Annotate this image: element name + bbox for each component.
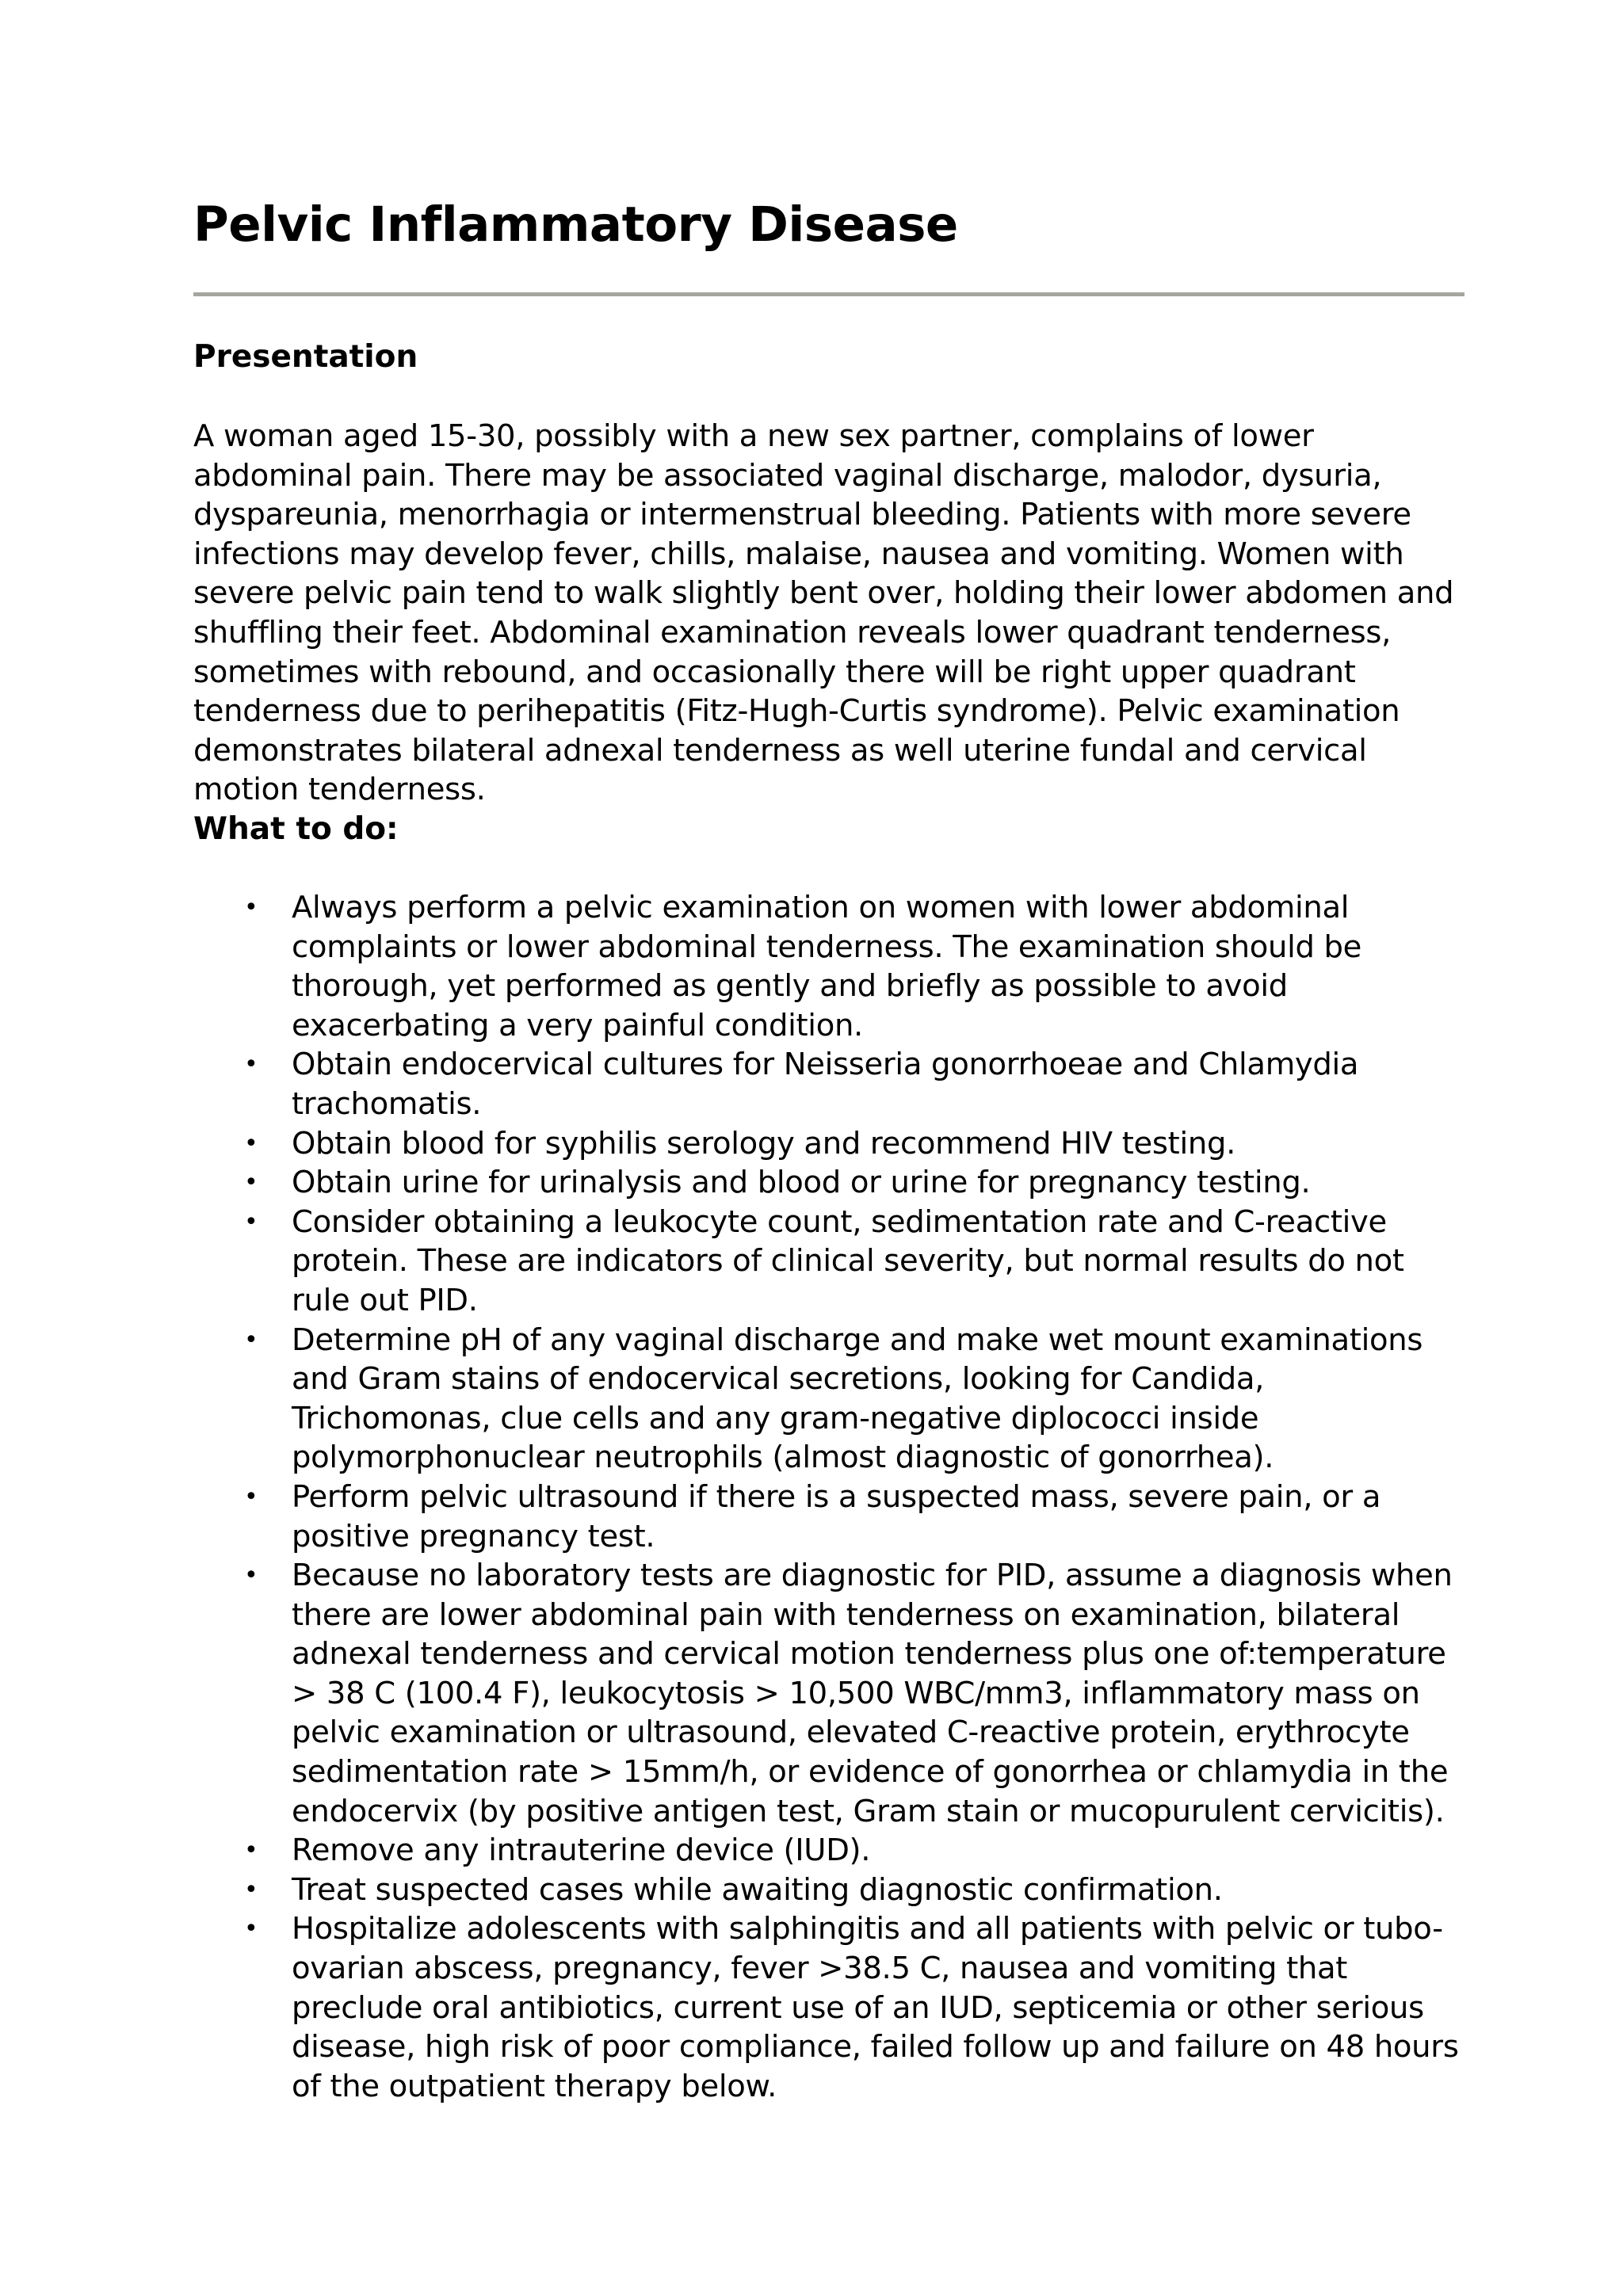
list-item: • Remove any intrauterine device (IUD). — [193, 1831, 1469, 1871]
presentation-paragraph: A woman aged 15-30, possibly with a new sex partner, complains of lower abdominal pain. There may be associated vaginal discharge, malodor, dysuria, dyspareunia, menorrhagia or intermenstrual bleeding. Patients with more severe infections may develop fever, chills, malaise, nausea and vomiting. Women with severe pelvic pain tend to walk slightly bent over, holding their lower abdomen and shuffling their feet. Abdominal examination reveals lower quadrant tenderness, sometimes with rebound, and occasionally there will be right upper quadrant tenderness due to perihepatitis (Fitz-Hugh-Curtis syndrome). Pelvic examination demonstrates bilateral adnexal tenderness as well uterine fundal and cervical motion tenderness. — [193, 418, 1454, 808]
what-to-do-list — [193, 888, 1469, 2106]
list-item: • Obtain endocervical cultures for Neisseria gonorrhoeae and Chlamydia trachomatis. — [193, 1045, 1469, 1123]
list-item: • Obtain urine for urinalysis and blood or urine for pregnancy testing. — [193, 1163, 1469, 1203]
page-title: Pelvic Inflammatory Disease — [193, 196, 958, 253]
list-item: • Consider obtaining a leukocyte count, sedimentation rate and C-reactive protein. These are indicators of clinical severity, but normal results do not rule out PID. — [193, 1203, 1469, 1321]
list-item: • Always perform a pelvic examination on women with lower abdominal complaints or lower abdominal tenderness. The examination should be thorough, yet performed as gently and briefly as possible to avoid exacerbating a very painful condition. — [193, 888, 1469, 1045]
list-item: • Treat suspected cases while awaiting diagnostic confirmation. — [193, 1871, 1469, 1910]
list-item: • Obtain blood for syphilis serology and recommend HIV testing. — [193, 1124, 1469, 1164]
presentation-heading: Presentation — [193, 339, 418, 375]
title-divider — [193, 292, 1465, 296]
what-to-do-heading: What to do: — [193, 811, 399, 847]
list-item: • Hospitalize adolescents with salphingitis and all patients with pelvic or tubo-ovarian abscess, pregnancy, fever >38.5 C, nausea and vomiting that preclude oral antibiotics, current use of an IUD, septicemia or other serious disease, high risk of poor compliance, failed follow up and failure on 48 hours of the outpatient therapy below. — [193, 1909, 1469, 2106]
list-item: • Perform pelvic ultrasound if there is a suspected mass, severe pain, or a positive pregnancy test. — [193, 1478, 1469, 1556]
list-item: • Because no laboratory tests are diagnostic for PID, assume a diagnosis when there are lower abdominal pain with tenderness on examination, bilateral adnexal tenderness and cervical motion tenderness plus one of:temperature > 38 C (100.4 F), leukocytosis > 10,500 WBC/mm3, inflammatory mass on pelvic examination or ultrasound, elevated C-reactive protein, erythrocyte sedimentation rate > 15mm/h, or evidence of gonorrhea or chlamydia in the endocervix (by positive antigen test, Gram stain or mucopurulent cervicitis). — [193, 1556, 1469, 1831]
list-item: • Determine pH of any vaginal discharge and make wet mount examinations and Gram stains of endocervical secretions, looking for Candida, Trichomonas, clue cells and any gram-negative diplococci inside polymorphonuclear neutrophils (almost diagnostic of gonorrhea). — [193, 1321, 1469, 1478]
